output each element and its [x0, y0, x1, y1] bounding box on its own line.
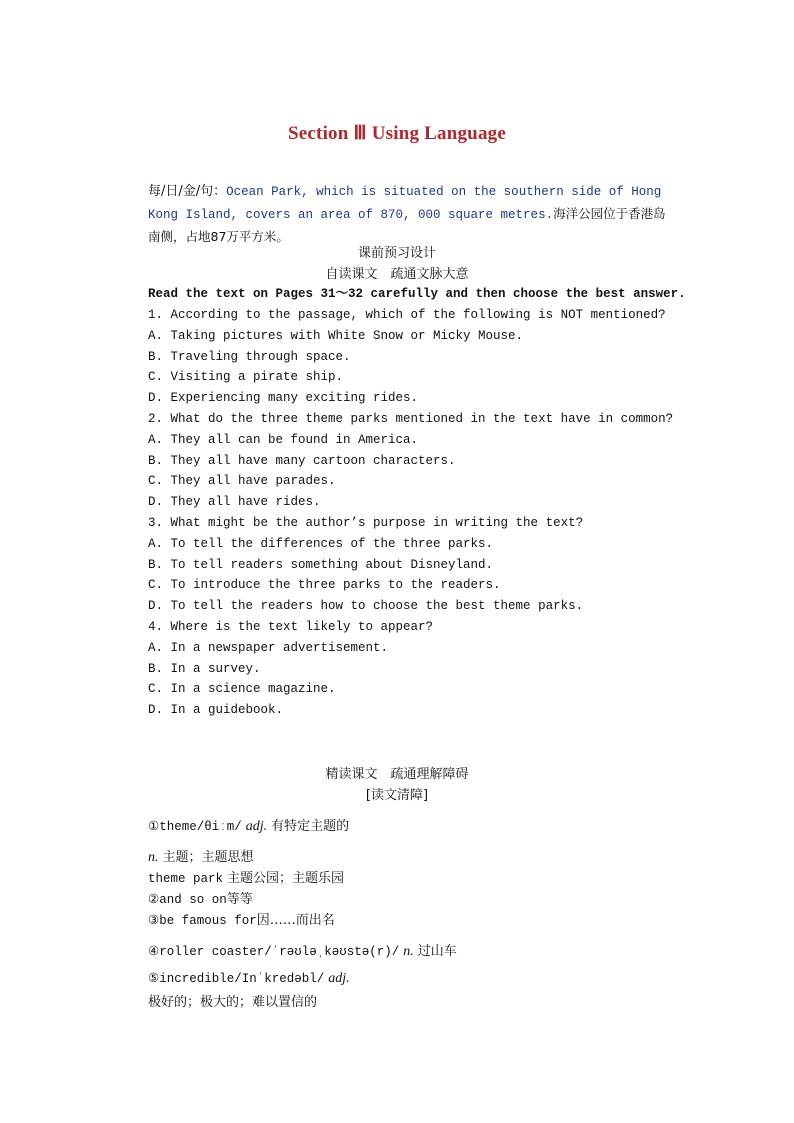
vocab-item-roller-coaster — [148, 940, 708, 960]
vocab-word: ①theme/θiːm/ — [148, 820, 242, 834]
vocab-pos: n. — [403, 944, 414, 959]
instruction: Read the text on Pages 31～32 carefully and then choose the best answer. — [148, 287, 686, 301]
vocab-item-theme — [148, 815, 708, 835]
vocab-word: ③be famous for — [148, 914, 257, 928]
answer-option: D. In a guidebook. — [148, 703, 284, 718]
vocab-word: ④roller coaster/ˈrəʊləˌkəʊstə(r)/ — [148, 945, 400, 959]
daily-quote-label: 每/日/金/句： — [148, 184, 227, 199]
answer-option: D. To tell the readers how to choose the best theme parks. — [148, 599, 584, 614]
vocab-meaning: 因……而出名 — [256, 913, 335, 928]
section-subheading-reading: [读文清障] — [365, 788, 429, 803]
answer-option: C. To introduce the three parks to the readers. — [148, 578, 501, 593]
question-stem: 1. According to the passage, which of the following is NOT mentioned? — [148, 308, 666, 322]
vocab-meaning: 等等 — [226, 892, 253, 907]
vocab-meaning: 有特定主题的 — [271, 819, 350, 834]
answer-option: B. To tell readers something about Disneyland. — [148, 557, 494, 572]
vocab-item-incredible-meaning — [148, 991, 708, 1010]
vocab-word: ②and so on — [148, 893, 227, 907]
daily-quote-english: Ocean Park, which is situated on the southern side of Hong Kong Island, covers an area of 870, 000 square metres. — [148, 185, 662, 222]
answer-option: A. In a newspaper advertisement. — [148, 640, 389, 655]
question-stem: 3. What might be the author’s purpose in writing the text? — [148, 515, 584, 530]
question-stem: 2. What do the three theme parks mentioned in the text have in common? — [148, 411, 674, 426]
answer-option: C. Visiting a pirate ship. — [148, 370, 344, 385]
vocab-meaning: 过山车 — [417, 944, 457, 959]
answer-option: B. Traveling through space. — [148, 349, 351, 364]
answer-option: A. To tell the differences of the three parks. — [148, 536, 494, 551]
section-heading-reading: 精读课文 疏通理解障碍 — [325, 767, 469, 782]
vocab-word: theme park — [148, 872, 224, 886]
page-title: Section Ⅲ Using Language — [288, 123, 506, 144]
vocab-item-and-so-on — [148, 888, 708, 907]
question-block — [148, 284, 688, 721]
answer-option: C. In a science magazine. — [148, 682, 336, 697]
vocab-word: ⑤incredible/Inˈkredəbl/ — [148, 972, 325, 986]
vocab-meaning: 主题公园；主题乐园 — [227, 871, 345, 886]
vocab-item-theme-noun — [148, 846, 708, 866]
section-heading-preview: 课前预习设计 — [357, 246, 436, 261]
vocab-item-be-famous-for — [148, 909, 708, 928]
vocab-item-incredible — [148, 970, 708, 987]
answer-option: A. Taking pictures with White Snow or Micky Mouse. — [148, 328, 524, 343]
vocab-meaning: 主题；主题思想 — [162, 850, 254, 865]
daily-quote — [120, 180, 676, 247]
answer-option: B. They all have many cartoon characters. — [148, 453, 456, 468]
answer-option: A. They all can be found in America. — [148, 432, 419, 447]
daily-quote-chinese: 海洋公园位于香港岛南侧，占地87万平方米。 — [148, 206, 666, 244]
daily-quote-text — [120, 180, 676, 247]
vocab-item-theme-park — [148, 867, 708, 886]
question-stem: 4. Where is the text likely to appear? — [148, 619, 434, 634]
vocab-meaning: 极好的；极大的；难以置信的 — [148, 995, 318, 1010]
answer-option: C. They all have parades. — [148, 474, 336, 489]
vocab-pos: adj. — [328, 971, 350, 986]
vocab-pos: n. — [148, 850, 159, 865]
section-subheading-preview: 自读课文 疏通文脉大意 — [325, 267, 469, 282]
answer-option: D. They all have rides. — [148, 495, 321, 510]
vocab-pos: adj. — [245, 819, 268, 834]
answer-option: D. Experiencing many exciting rides. — [148, 391, 419, 406]
answer-option: B. In a survey. — [148, 661, 261, 676]
